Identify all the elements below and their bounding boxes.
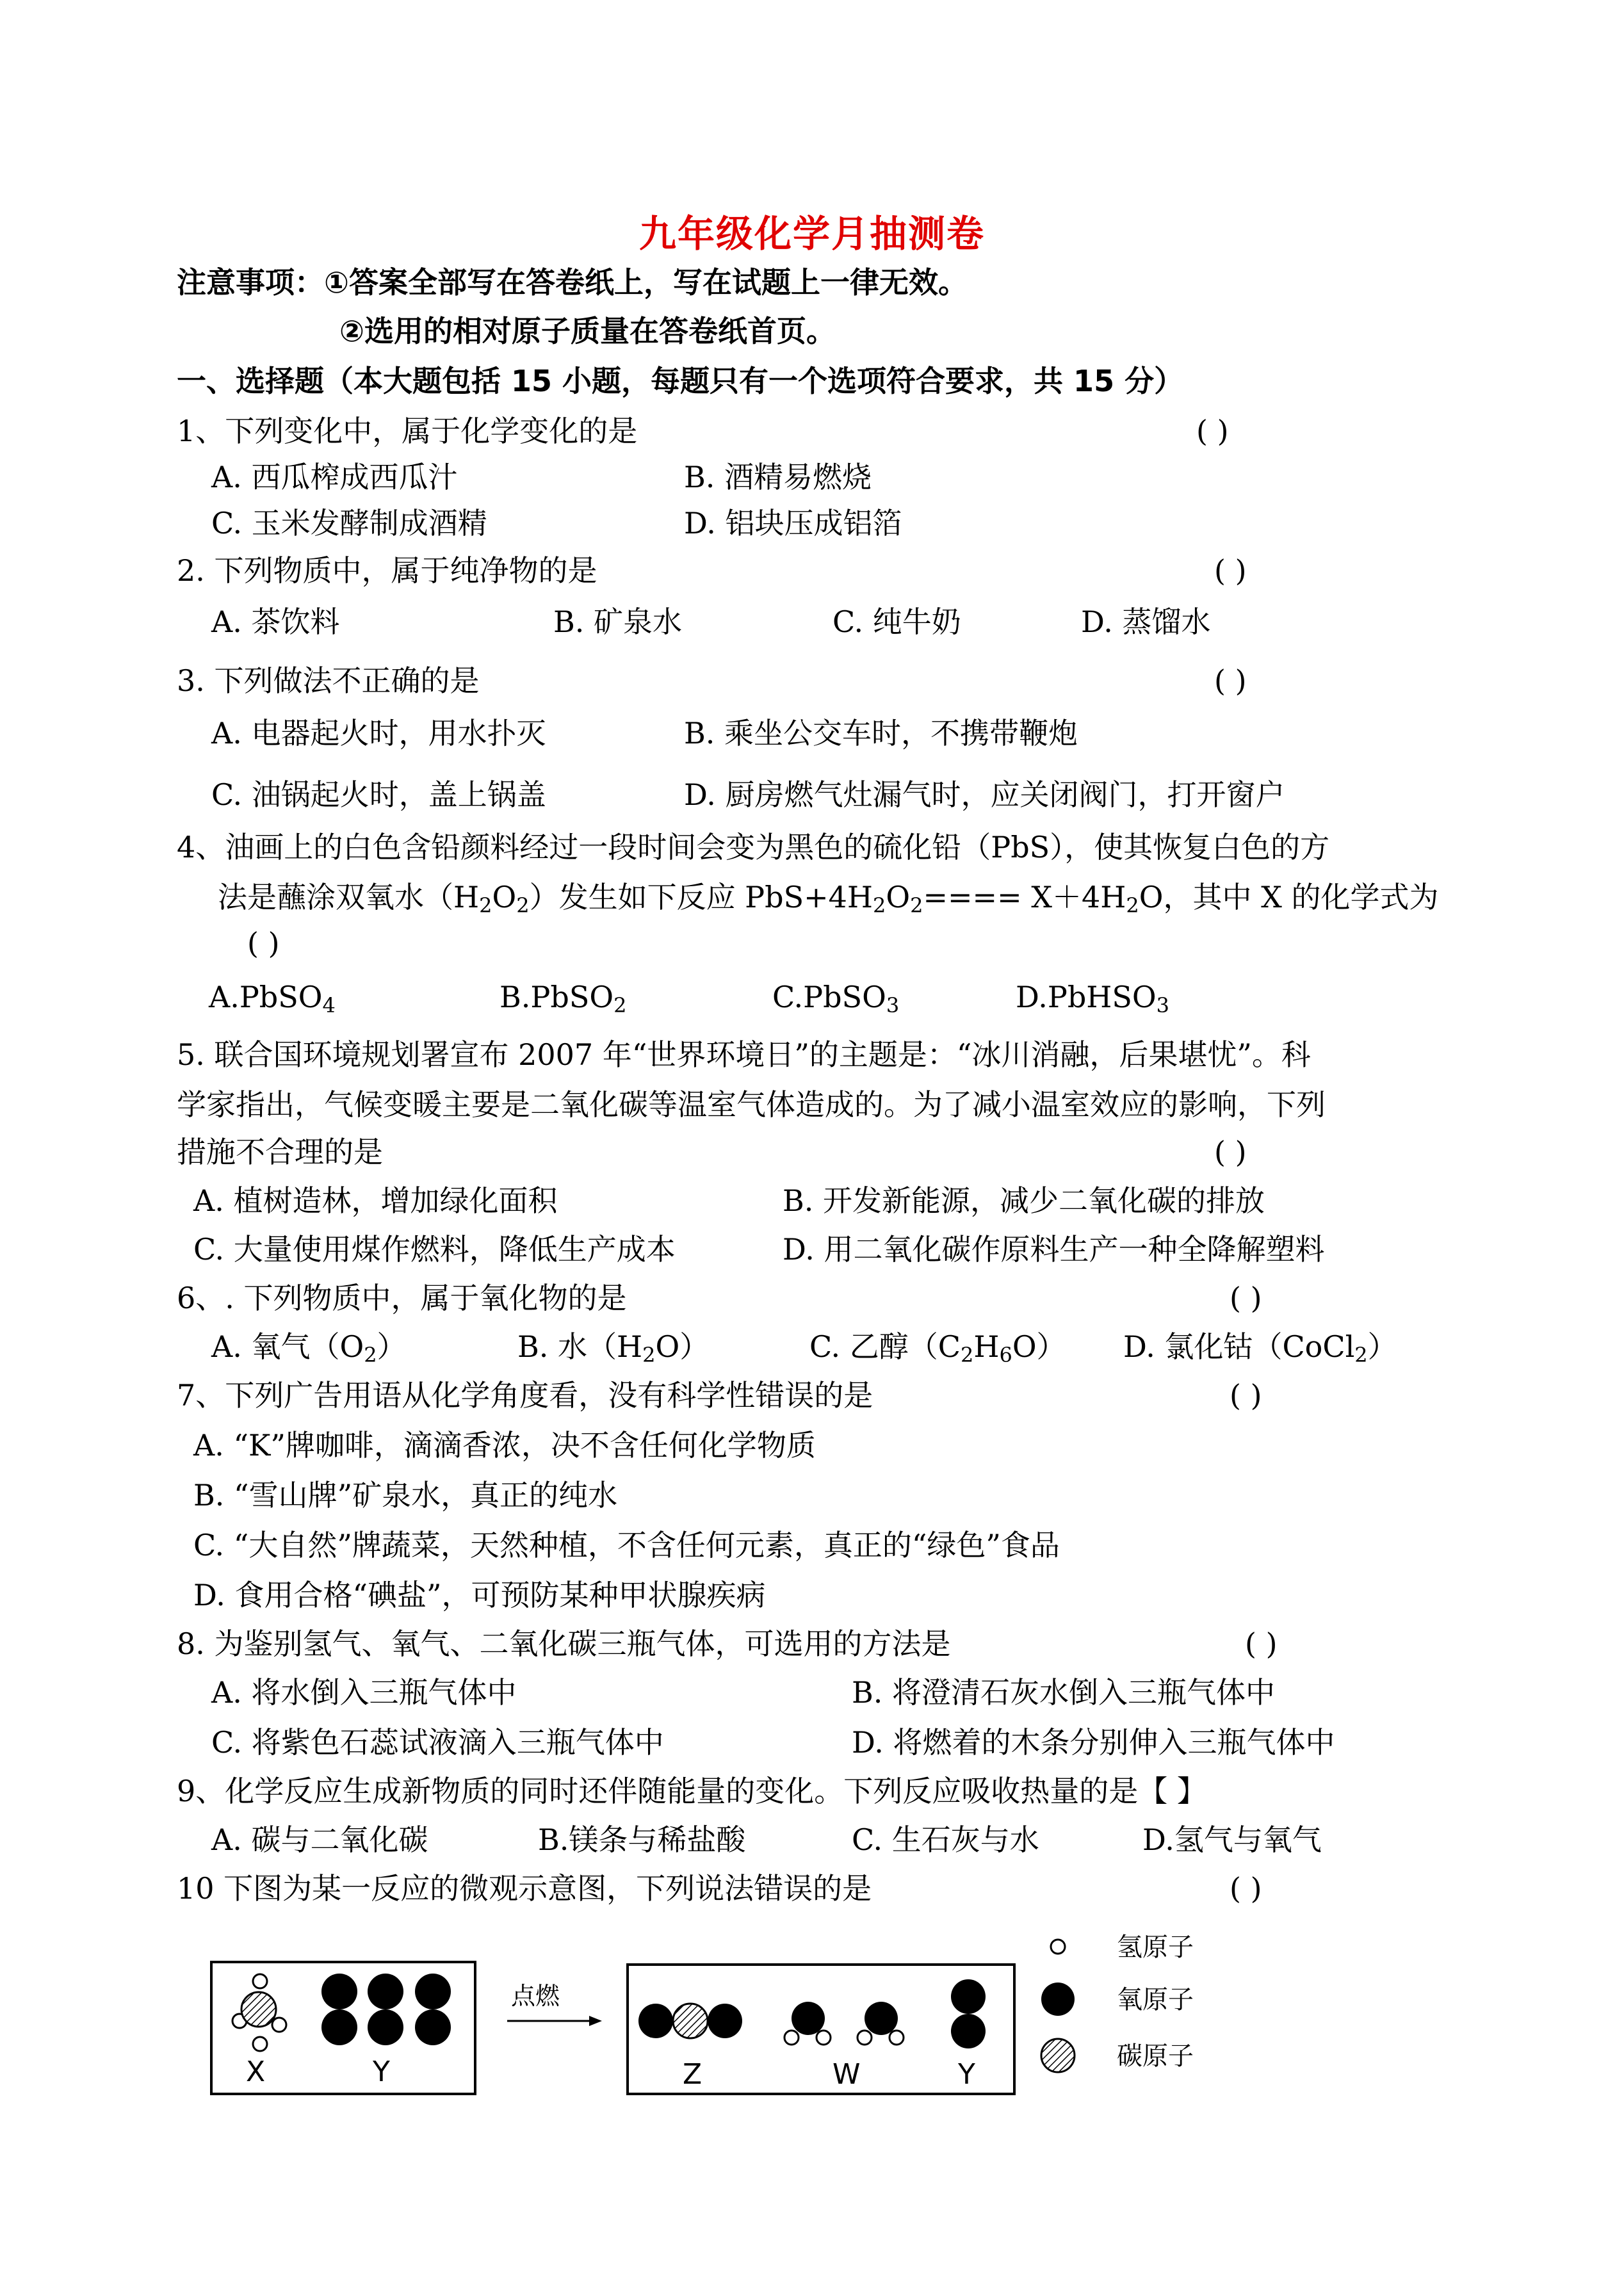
q4-sub-f: 2 (873, 893, 886, 918)
question-5-option-b: B. 开发新能源，减少二氧化碳的排放 (783, 1183, 1265, 1218)
question-6-stem: 6、. 下列物质中，属于氧化物的是 (177, 1281, 627, 1315)
section-heading: 一、选择题（本大题包括 15 小题，每题只有一个选项符合要求，共 15 分） (177, 364, 1184, 398)
oxygen-atom (638, 2004, 673, 2038)
question-3-option-a: A. 电器起火时，用水扑灭 (211, 716, 546, 750)
oxygen-atom (792, 2002, 825, 2035)
question-5-option-a: A. 植树造林，增加绿化面积 (193, 1183, 558, 1218)
oxygen-atom (865, 2002, 898, 2035)
hydrogen-atom (272, 2018, 286, 2032)
molecule-w-group (784, 2002, 904, 2045)
question-1-stem: 1、下列变化中，属于化学变化的是 (177, 414, 638, 448)
question-9-stem: 9、化学反应生成新物质的同时还伴随能量的变化。下列反应吸收热量的是【 】 (177, 1774, 1206, 1808)
question-1-option-a: A. 西瓜榨成西瓜汁 (211, 460, 458, 494)
oxygen-atom (368, 2009, 403, 2045)
question-9-option-c: C. 生石灰与水 (852, 1822, 1039, 1857)
question-1-answer-paren: ( ) (1196, 414, 1229, 448)
question-2-option-c: C. 纯牛奶 (832, 604, 961, 639)
q6-opt-d-tail: ） (1367, 1329, 1397, 1364)
q4-opt-b-sub: 2 (613, 993, 627, 1018)
hydrogen-atom (816, 2031, 831, 2045)
q6-opt-d-sub: 2 (1354, 1343, 1368, 1367)
q6-opt-a-text: A. 氧气（O (211, 1329, 364, 1364)
question-2-option-b: B. 矿泉水 (553, 604, 683, 639)
q4-text-i: ==== X＋4H (923, 880, 1126, 914)
question-10-stem: 10 下图为某一反应的微观示意图，下列说法错误的是 (177, 1871, 872, 1906)
legend-hydrogen-icon (1051, 1940, 1065, 1954)
question-9-option-b: B.镁条与稀盐酸 (538, 1822, 746, 1857)
hydrogen-atom (857, 2031, 872, 2045)
q6-opt-c-sub2: 6 (999, 1343, 1012, 1367)
question-5-stem-line-3: 措施不合理的是 (177, 1135, 383, 1169)
question-7-stem: 7、下列广告用语从化学角度看，没有科学性错误的是 (177, 1378, 873, 1413)
question-1-option-d: D. 铝块压成铝箔 (684, 506, 902, 540)
q4-opt-a-sub: 4 (322, 993, 336, 1018)
q4-text-e: ）发生如下反应 PbS+4H (529, 880, 873, 914)
question-4-stem-line-1: 4、油画上的白色含铅颜料经过一段时间会变为黑色的硫化铅（PbS），使其恢复白色的方 (177, 830, 1330, 864)
question-3-option-d: D. 厨房燃气灶漏气时，应关闭阀门，打开窗户 (684, 777, 1285, 812)
question-5-option-c: C. 大量使用煤作燃料，降低生产成本 (193, 1232, 676, 1267)
question-8-stem: 8. 为鉴别氢气、氧气、二氧化碳三瓶气体，可选用的方法是 (177, 1626, 951, 1661)
q6-opt-c-sub: 2 (961, 1343, 974, 1367)
hydrogen-atom (253, 2037, 267, 2051)
question-9-option-a: A. 碳与二氧化碳 (211, 1822, 428, 1857)
q6-opt-b-text: B. 水（H (517, 1329, 643, 1364)
label-y-right: Y (958, 2058, 975, 2091)
question-9-option-d: D.氢气与氧气 (1142, 1822, 1322, 1857)
question-5-stem-line-2: 学家指出，气候变暖主要是二氧化碳等温室气体造成的。为了减小温室效应的影响，下列 (177, 1087, 1326, 1122)
label-x: X (246, 2056, 266, 2088)
question-8-option-b: B. 将澄清石灰水倒入三瓶气体中 (852, 1675, 1276, 1710)
question-6-option-b (517, 1329, 710, 1367)
question-10-answer-paren: ( ) (1230, 1871, 1262, 1906)
reaction-diagram (0, 1927, 1624, 2120)
question-5-answer-paren: ( ) (1214, 1135, 1247, 1169)
question-7-option-b: B. “雪山牌”矿泉水，真正的纯水 (193, 1478, 618, 1512)
label-w: W (832, 2058, 861, 2091)
oxygen-atom (951, 2014, 986, 2048)
oxygen-atom (415, 2009, 451, 2045)
question-2-option-d: D. 蒸馏水 (1081, 604, 1211, 639)
oxygen-atom (321, 1974, 357, 2009)
question-4-answer-paren: ( ) (247, 926, 280, 961)
q6-opt-b-sub: 2 (642, 1343, 656, 1367)
q4-opt-c-sub: 3 (886, 993, 900, 1018)
question-6-option-c (809, 1329, 1066, 1367)
hydrogen-atom (253, 1974, 267, 1988)
legend (1041, 1933, 1194, 2072)
question-5-stem-line-1: 5. 联合国环境规划署宣布 2007 年“世界环境日”的主题是：“冰川消融，后果堪忧”。科 (177, 1037, 1311, 1072)
molecule-y-right (951, 1979, 986, 2048)
question-8-option-c: C. 将紫色石蕊试液滴入三瓶气体中 (211, 1725, 664, 1760)
q6-opt-c-text: C. 乙醇（C (809, 1329, 961, 1364)
arrow-label: 点燃 (511, 1982, 560, 2010)
q4-sub-b: 2 (479, 893, 492, 918)
q4-text-k: O，其中 X 的化学式为 (1139, 880, 1439, 914)
question-7-option-c: C. “大自然”牌蔬菜，天然种植，不含任何元素，真正的“绿色”食品 (193, 1528, 1060, 1562)
notice-label-text: 注意事项： (177, 265, 324, 300)
oxygen-atom (708, 2004, 742, 2038)
question-3-answer-paren: ( ) (1214, 663, 1247, 698)
molecule-z (638, 2004, 742, 2038)
question-3-option-b: B. 乘坐公交车时，不携带鞭炮 (684, 716, 1078, 750)
legend-hydrogen-label: 氢原子 (1117, 1933, 1194, 1962)
q4-sub-h: 2 (910, 893, 923, 918)
q4-opt-a-text: A.PbSO (209, 980, 323, 1014)
q4-text-c: O (492, 880, 517, 914)
oxygen-atom (415, 1974, 451, 2009)
question-1-option-c: C. 玉米发酵制成酒精 (211, 506, 487, 540)
label-z: Z (683, 2058, 702, 2091)
q4-opt-d-text: D.PbHSO (1016, 980, 1157, 1014)
molecule-x (232, 1974, 286, 2051)
oxygen-atom (321, 2009, 357, 2045)
question-4-option-c (772, 980, 900, 1018)
oxygen-atom (368, 1974, 403, 2009)
q4-text-a: 法是蘸涂双氧水（H (218, 880, 480, 914)
question-7-option-a: A. “K”牌咖啡，滴滴香浓，决不含任何化学物质 (193, 1428, 816, 1463)
page-title: 九年级化学月抽测卷 (638, 212, 985, 255)
q4-sub-j: 2 (1126, 893, 1139, 918)
question-5-option-d: D. 用二氧化碳作原料生产一种全降解塑料 (783, 1232, 1325, 1267)
question-6-option-d (1123, 1329, 1397, 1367)
q6-opt-a-tail: ） (377, 1329, 407, 1364)
question-6-answer-paren: ( ) (1230, 1281, 1262, 1315)
question-2-answer-paren: ( ) (1214, 553, 1247, 588)
q6-opt-d-text: D. 氯化钴（CoCl (1123, 1329, 1355, 1364)
label-y-left: Y (373, 2056, 390, 2088)
legend-carbon-label: 碳原子 (1117, 2041, 1194, 2071)
question-8-option-a: A. 将水倒入三瓶气体中 (211, 1675, 517, 1710)
question-7-option-d: D. 食用合格“碘盐”，可预防某种甲状腺疾病 (193, 1578, 766, 1612)
question-4-option-a (209, 980, 336, 1018)
legend-carbon-icon (1041, 2039, 1075, 2072)
q4-text-g: O (886, 880, 911, 914)
carbon-atom (673, 2004, 708, 2038)
legend-oxygen-label: 氧原子 (1117, 1985, 1194, 2015)
question-1-option-b: B. 酒精易燃烧 (684, 460, 872, 494)
question-4-option-b (499, 980, 627, 1018)
question-3-stem: 3. 下列做法不正确的是 (177, 663, 480, 698)
oxygen-atom (951, 1979, 986, 2014)
question-8-answer-paren: ( ) (1245, 1626, 1278, 1661)
question-3-option-c: C. 油锅起火时，盖上锅盖 (211, 777, 546, 812)
molecule-y-group (321, 1974, 451, 2045)
hydrogen-atom (784, 2031, 799, 2045)
carbon-atom (241, 1992, 276, 2027)
question-4-stem-line-2 (218, 880, 1439, 918)
question-8-option-d: D. 将燃着的木条分别伸入三瓶气体中 (852, 1725, 1335, 1760)
question-2-option-a: A. 茶饮料 (211, 604, 340, 639)
q4-opt-b-text: B.PbSO (499, 980, 614, 1014)
q6-opt-a-sub: 2 (364, 1343, 377, 1367)
arrow-head (589, 2016, 602, 2026)
question-4-option-d (1016, 980, 1169, 1018)
q4-opt-c-text: C.PbSO (772, 980, 886, 1014)
q6-opt-b-tail: O） (655, 1329, 710, 1364)
q6-opt-c-mid: H (973, 1329, 1000, 1364)
notice-label (177, 265, 968, 300)
notice-item-2: ②选用的相对原子质量在答卷纸首页。 (339, 314, 836, 348)
notice-item-1: ①答案全部写在答卷纸上，写在试题上一律无效。 (324, 265, 968, 300)
q6-opt-c-tail: O） (1012, 1329, 1066, 1364)
question-7-answer-paren: ( ) (1230, 1378, 1262, 1413)
q4-sub-d: 2 (516, 893, 530, 918)
question-2-stem: 2. 下列物质中，属于纯净物的是 (177, 553, 597, 588)
legend-oxygen-icon (1041, 1983, 1075, 2016)
question-6-option-a (211, 1329, 407, 1367)
hydrogen-atom (889, 2031, 904, 2045)
q4-opt-d-sub: 3 (1156, 993, 1169, 1018)
